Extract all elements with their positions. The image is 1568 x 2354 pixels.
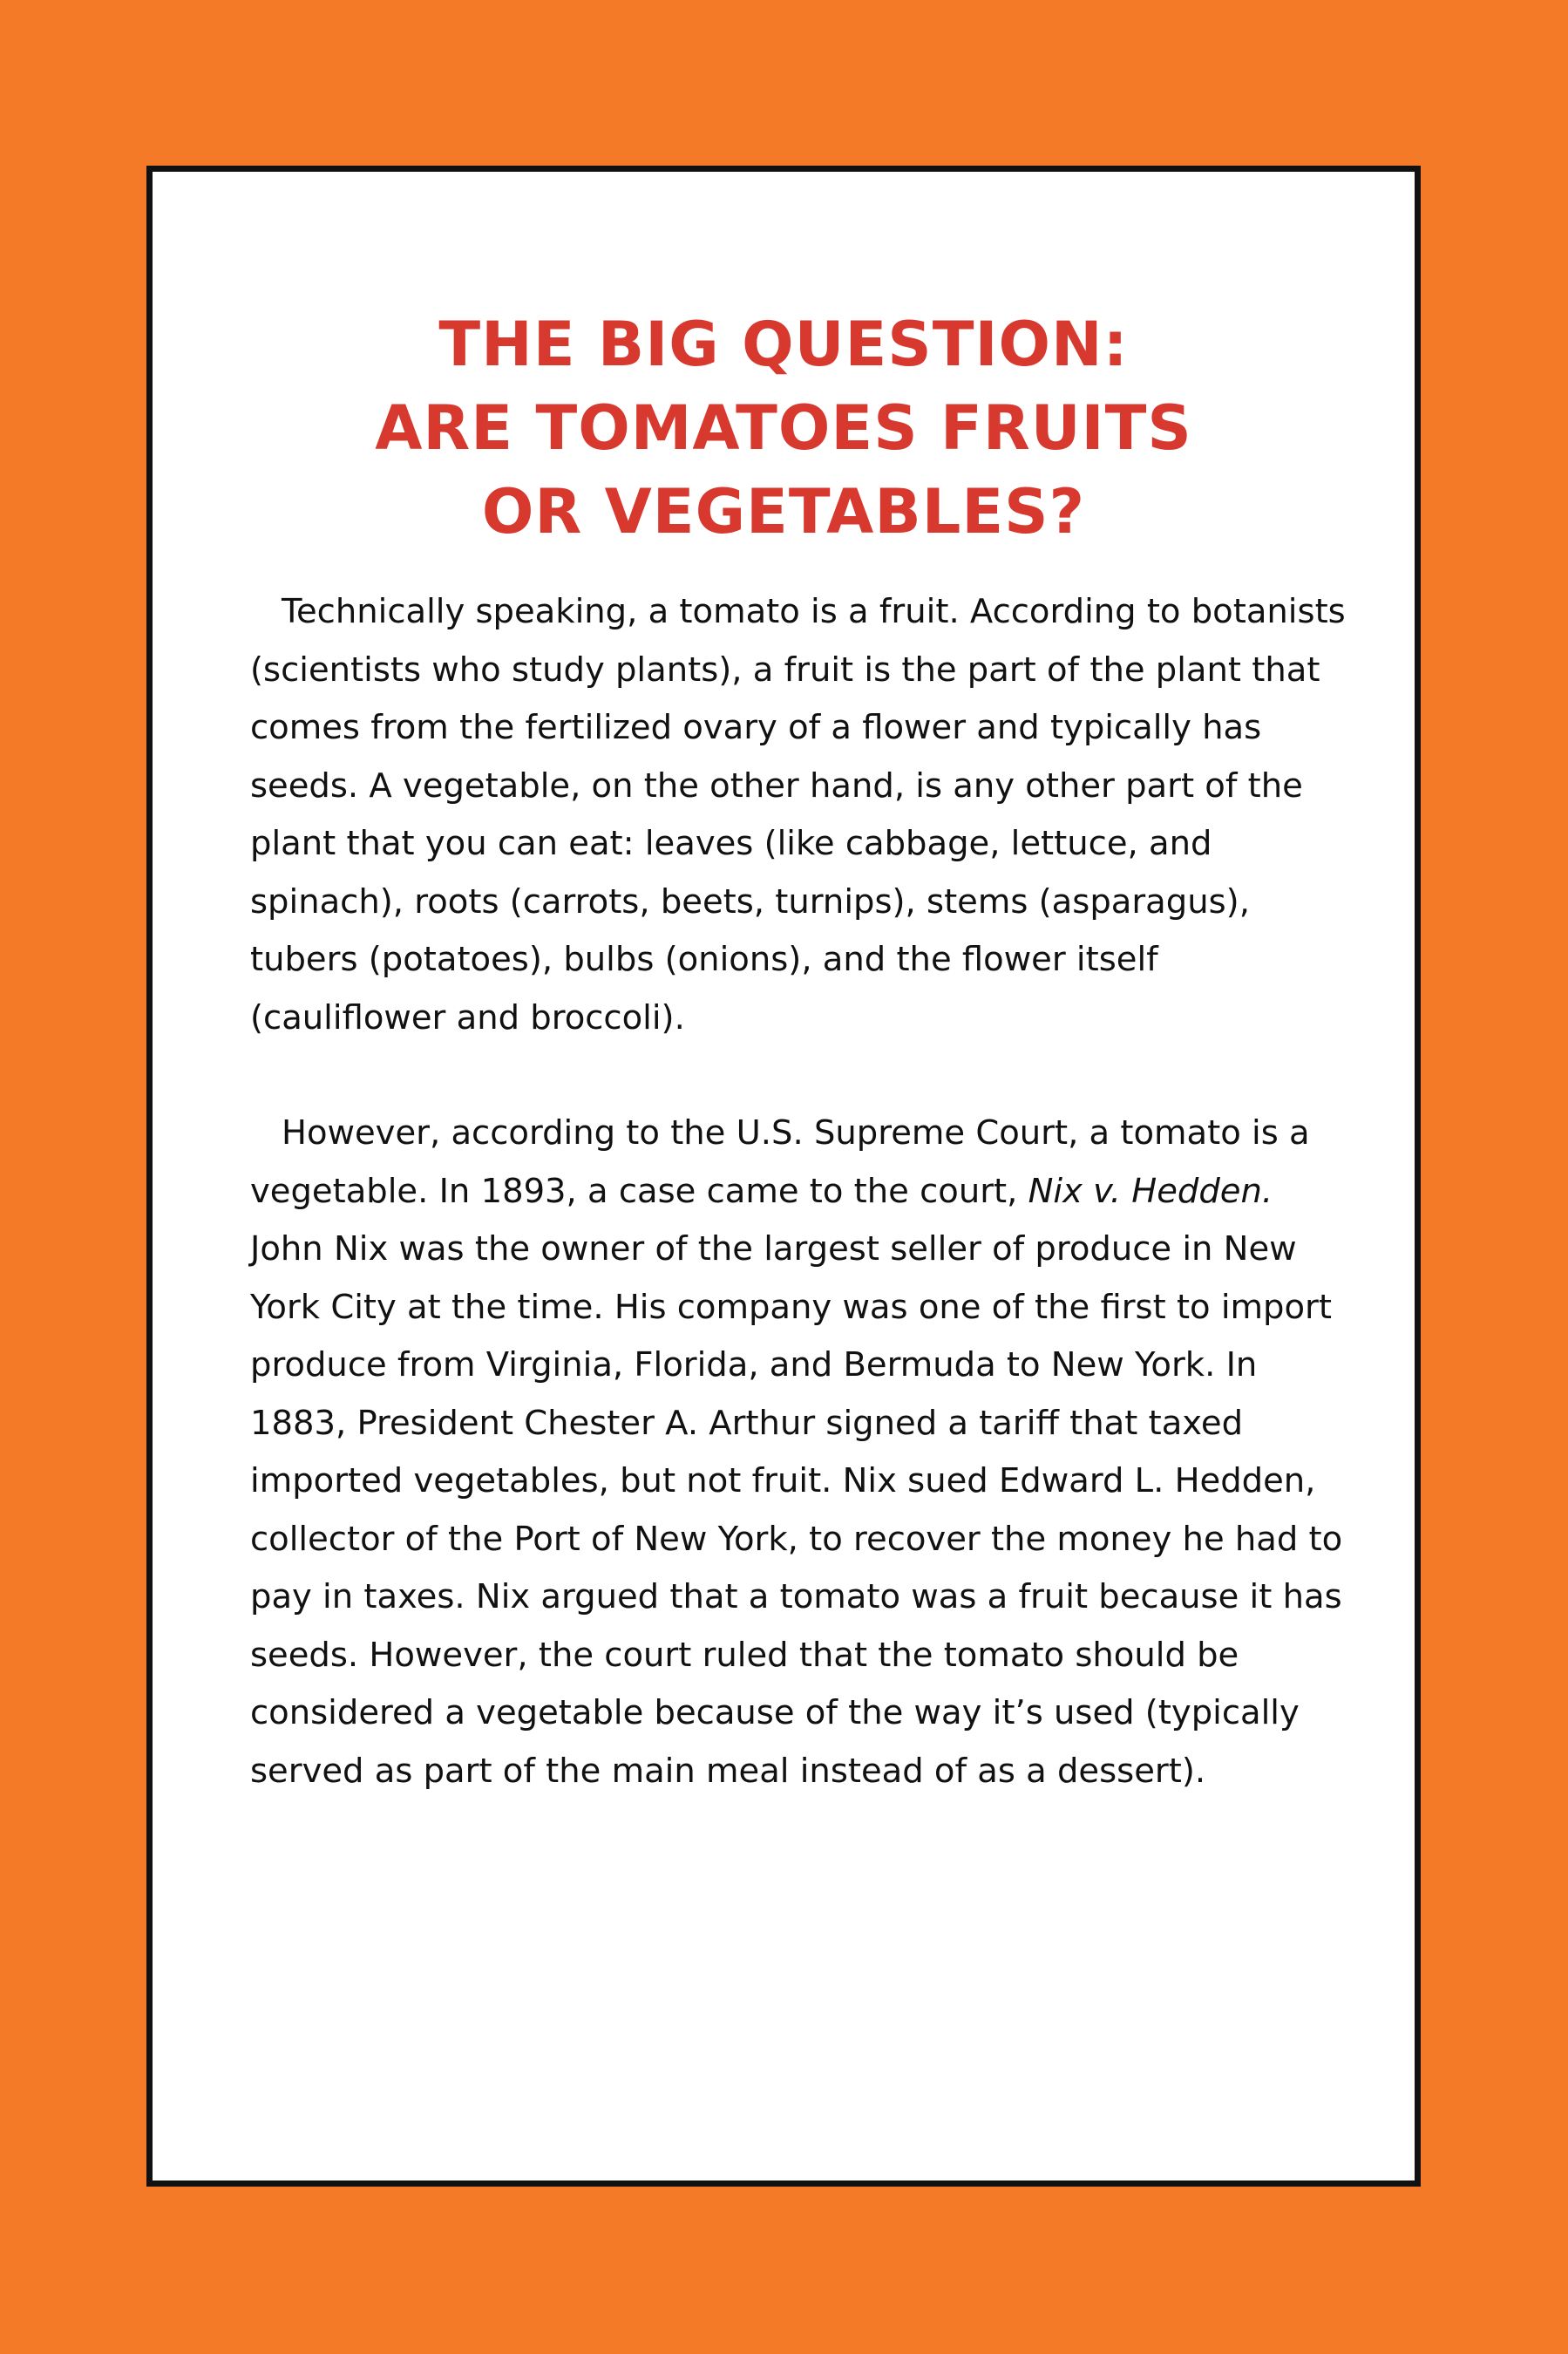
paragraph-court-intro: However, according to the U.S. Supreme Court, a tomato is a vegetable. In 1893, a case came to the court, xyxy=(250,1113,1310,1211)
title-line-2: ARE TOMATOES FRUITS xyxy=(375,392,1192,464)
text-panel xyxy=(146,166,1421,2187)
page-title xyxy=(153,303,1415,554)
body-text xyxy=(250,583,1348,1800)
title-line-1: THE BIG QUESTION: xyxy=(438,309,1129,380)
paragraph-supreme-court xyxy=(250,1105,1348,1800)
title-line-3: OR VEGETABLES? xyxy=(481,476,1086,548)
case-name: Nix v. Hedden. xyxy=(1028,1171,1273,1211)
paragraph-botany: Technically speaking, a tomato is a fruit. According to botanists (scientists who study plants), a fruit is the part of the plant that comes from the fertilized ovary of a flower and typically has seeds. A vegetable, on the other hand, is any other part of the plant that you can eat: leaves (like cabbage, lettuce, and spinach), roots (carrots, beets, turnips), stems (asparagus), tubers (potatoes), bulbs (onions), and the flower itself (cauliflower and broccoli). xyxy=(250,592,1346,1038)
paragraph-court-rest: John Nix was the owner of the largest seller of produce in New York City at the time. His company was one of the first to import produce from Virginia, Florida, and Bermuda to New York. In 1883, President Chester A. Arthur signed a tariff that taxed imported vegetables, but not fruit. Nix sued Edward L. Hedden, collector of the Port of New York, to recover the money he had to pay in taxes. Nix argued that a tomato was a fruit because it has seeds. However, the court ruled that the tomato should be considered a vegetable because of the way it’s used (typically served as part of the main meal instead of as a dessert). xyxy=(250,1229,1343,1791)
